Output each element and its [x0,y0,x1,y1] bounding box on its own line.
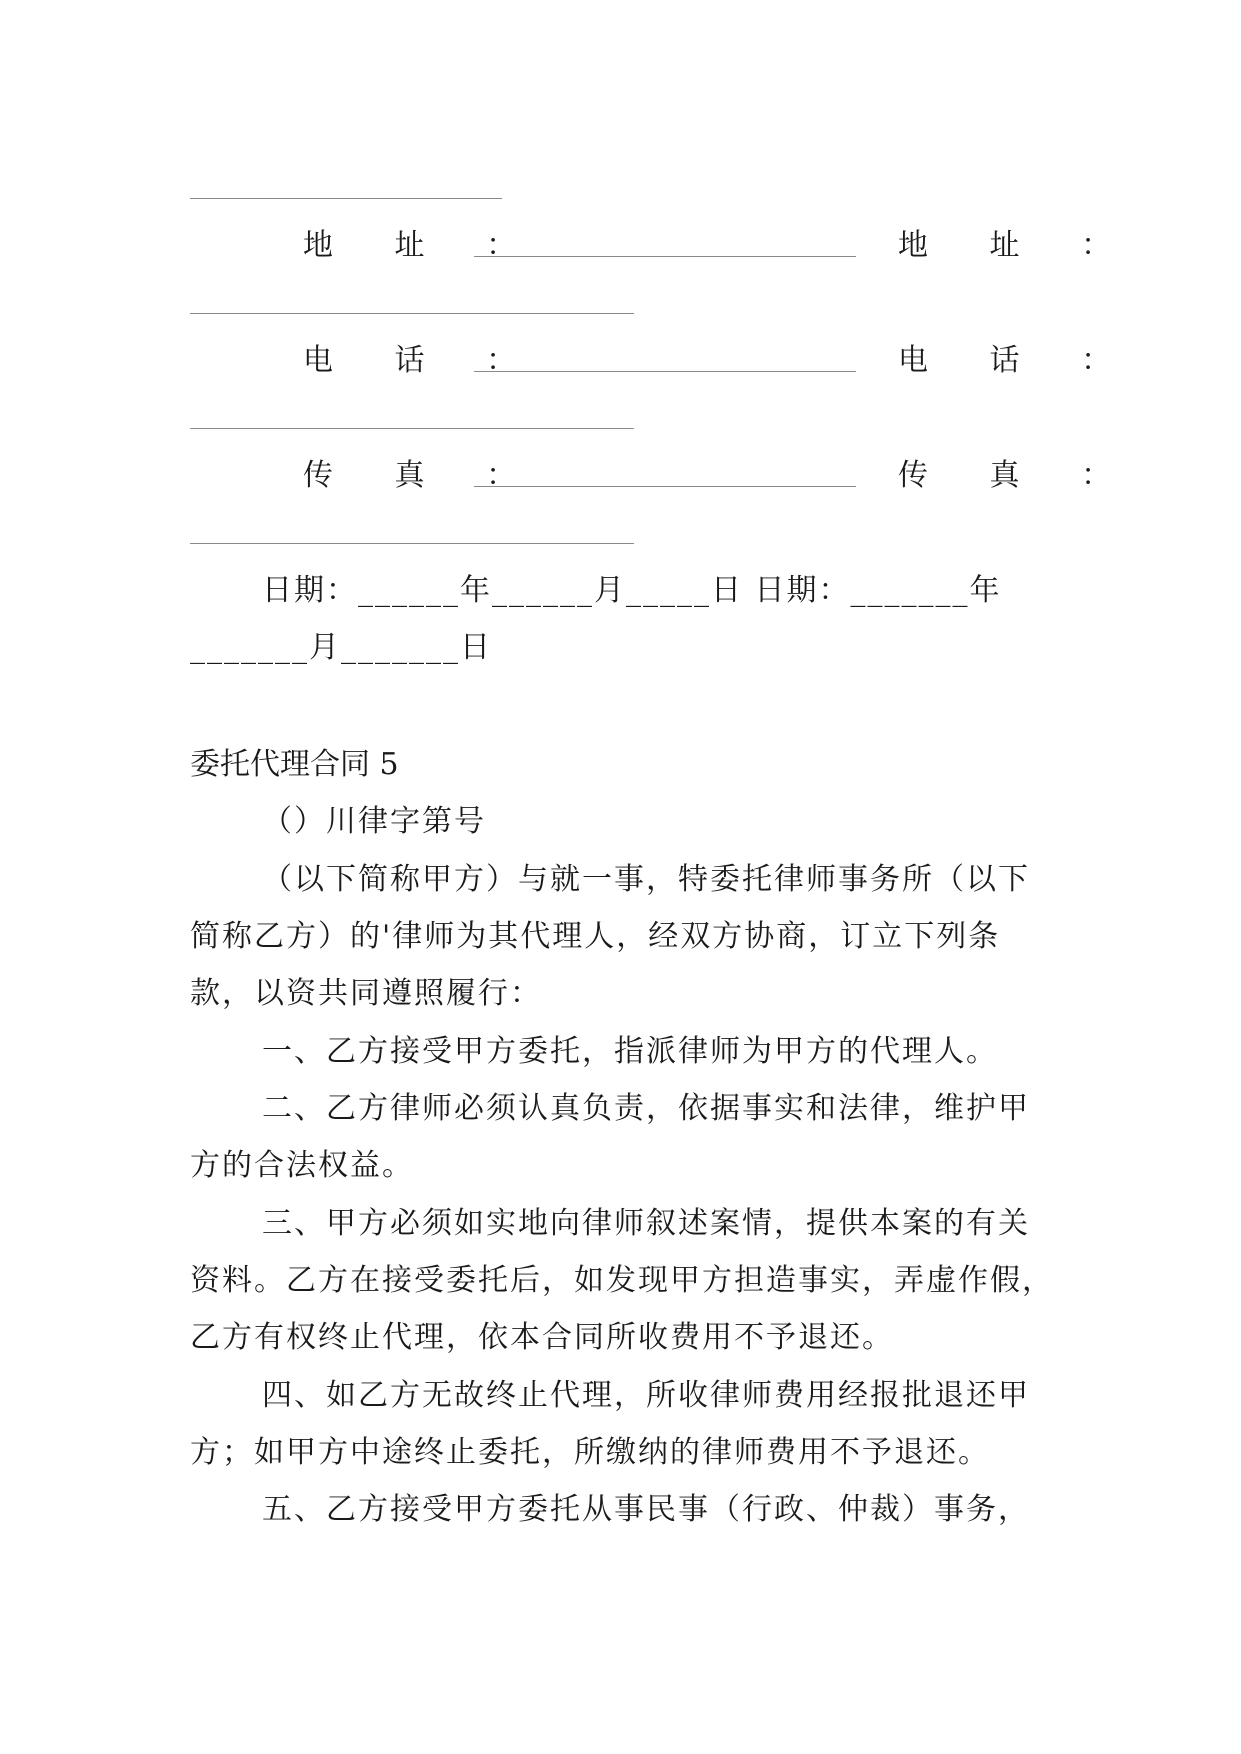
address-blank-right [190,313,634,314]
address-label-right: 地 址 ： [898,228,1138,263]
para-1-line-3: 款，以资共同遵照履行： [190,976,542,1011]
phone-blank-left [474,371,856,372]
blank-rule-top [190,198,502,199]
fax-blank-left [474,486,856,487]
contract-ref: （）川律字第号 [262,804,486,839]
date-line-2: _______月_______日 [190,630,492,665]
para-1-line-2: 简称乙方）的'律师为其代理人，经双方协商，订立下列条 [190,919,1001,954]
para-2-line-1: 一、乙方接受甲方委托，指派律师为甲方的代理人。 [262,1034,998,1069]
date-line-1: 日期：______年______月_____日 日期：_______年 [262,573,1002,608]
contract-title: 委托代理合同 5 [190,747,399,782]
address-label-left: 地 址 ： [303,228,543,263]
phone-label-right: 电 话 ： [898,343,1138,378]
para-5-line-2: 方；如甲方中途终止委托，所缴纳的律师费用不予退还。 [190,1435,990,1470]
fax-label-right: 传 真 ： [898,458,1138,493]
fax-label-left: 传 真 ： [303,458,543,493]
para-3-line-2: 方的合法权益。 [190,1148,414,1183]
para-4-line-2: 资料。乙方在接受委托后，如发现甲方担造事实，弄虚作假， [190,1263,1054,1298]
phone-blank-right [190,428,634,429]
para-4-line-1: 三、甲方必须如实地向律师叙述案情，提供本案的有关 [262,1206,1030,1241]
address-blank-left [474,256,856,257]
fax-blank-right [190,543,634,544]
para-1-line-1: （以下简称甲方）与就一事，特委托律师事务所（以下 [262,862,1030,897]
para-6-line-1: 五、乙方接受甲方委托从事民事（行政、仲裁）事务， [262,1492,1030,1527]
para-3-line-1: 二、乙方律师必须认真负责，依据事实和法律，维护甲 [262,1091,1030,1126]
para-5-line-1: 四、如乙方无故终止代理，所收律师费用经报批退还甲 [262,1378,1030,1413]
phone-label-left: 电 话 ： [303,343,543,378]
para-4-line-3: 乙方有权终止代理，依本合同所收费用不予退还。 [190,1320,894,1355]
